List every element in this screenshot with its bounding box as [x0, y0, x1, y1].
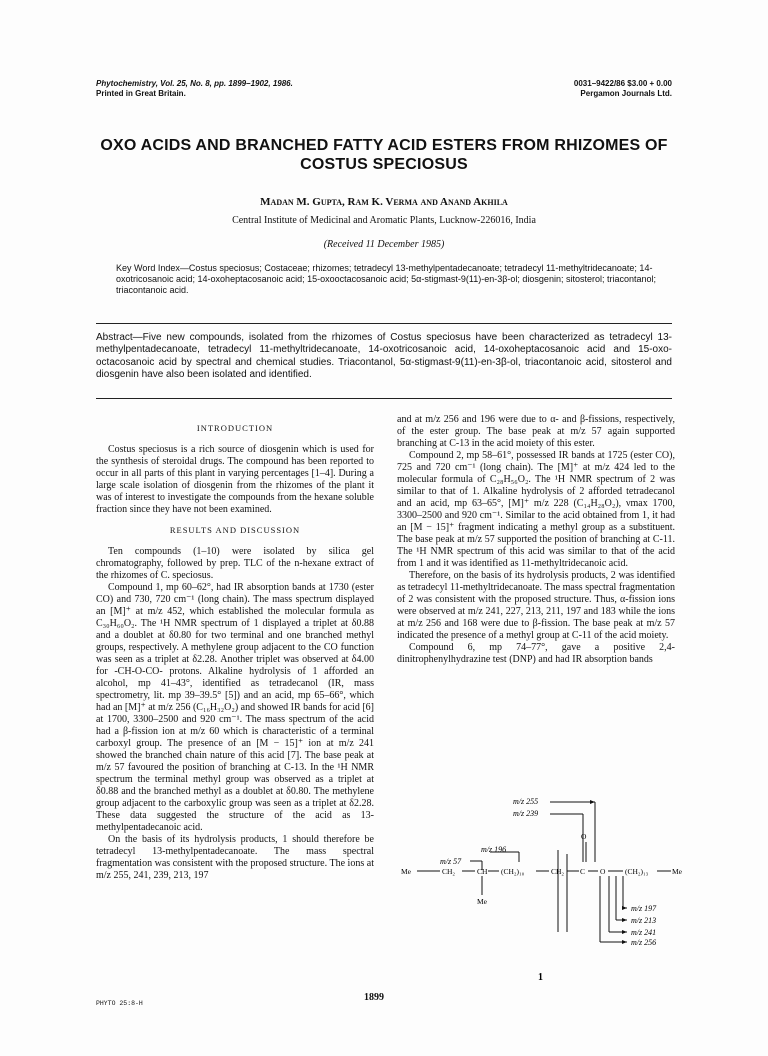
abstract: Abstract—Five new compounds, isolated from the rhizomes of Costus speciosus have been characterized as tetradecyl 13-methylpentadecanoate, tetradecyl 11-methyltridecanoate, 14-oxotricosanoic acid, 14-oxoheptacosanoic acid and 15-oxo-octacosanoic acid by spectral and chemical studies. Triacontanol, 5α-stigmast-9(11)-en-3β-ol, triacontanoic acid, sitosterol and diosgenin have also been isolated and identified. — [96, 332, 672, 381]
fragmentation-scheme — [395, 792, 687, 992]
right-paragraph-4: Compound 6, mp 74–77°, gave a positive 2,4-dinitrophenylhydrazine test (DNP) and had IR absorption bands — [397, 642, 675, 665]
results-paragraph-2: Compound 1, mp 60–62°, had IR absorption bands at 1730 (ester CO) and 730, 720 cm⁻¹ (long chain). The mass spectrum displayed an [M]⁺ at m/z 452, which established the molecular formula as C₃₀H₆₀O₂. The ¹H NMR spectrum of 1 displayed a triplet at δ0.88 and a doublet at δ0.80 for two terminal and one branched methyl groups, respectively. A methylene group adjacent to the CO function was seen as a triplet at δ2.28. Another triplet was observed at δ4.00 for -CH-O-CO- protons. Alkaline hydrolysis of 1 afforded an alcohol, mp 41–43°, identified as tetradecanol (IR, mass spectrometry, lit. mp 39–39.5° [5]) and an acid, mp 65–66°, which had an [M]⁺ at m/z 256 (C₁₆H₃₂O₂) and showed IR bands for acid [6] at 1700, 3300–2500 and 920 cm⁻¹. The mass spectrum of the acid had a β-fission ion at m/z 60 which is characteristic of a terminal carboxyl group. The presence of an [M − 15]⁺ ion at m/z 241 showed the branched chain nature of this acid [7]. The base peak at m/z 57 favoured the position of branching at C-13. In the ¹H NMR spectrum the terminal methyl group was observed as a triplet at δ0.88 and the branched methyl as a doublet at δ0.80. The methylene group adjacent to the carboxylic group was seen as a triplet at δ2.28. These data suggested the structure of the acid as 13-methylpentadecanoic acid. — [96, 582, 374, 833]
carbonyl-oxygen: O — [581, 832, 587, 841]
journal-citation — [96, 79, 293, 99]
chain-c: C — [580, 867, 586, 876]
chain-me-right: Me — [672, 867, 682, 876]
right-column — [397, 414, 675, 666]
left-column — [96, 414, 374, 882]
right-paragraph-2: Compound 2, mp 58–61°, possessed IR bands at 1725 (ester CO), 725 and 720 cm⁻¹ (long chain). The [M]⁺ at m/z 424 led to the molecular formula of C₂₈H₅₆O₂. The ¹H NMR spectrum of 2 was similar to that of 1. Alkaline hydrolysis of 2 afforded tetradecanol and an acid, mp 63–65°, [M]⁺ m/z 228 (C₁₄H₂₈O₂), νmax 1700, 3300–2500 and 920 cm⁻¹. Similar to the acid obtained from 1, it had an [M − 15]⁺ fragment indicating a methyl group as a substituent. The base peak at m/z 57 supported the position of branching at C-11. The ¹H NMR spectrum of this acid was similar to that of the acid from 1 and it was identified as 11-methyltridecanoic acid. — [397, 450, 675, 569]
printed-line: Printed in Great Britain. — [96, 89, 186, 98]
journal-line: Phytochemistry, Vol. 25, No. 8, pp. 1899–1902, 1986. — [96, 79, 293, 88]
chain-ch2-2: CH₂ — [551, 867, 565, 876]
mz-256-label: m/z 256 — [631, 938, 657, 947]
keyword-index: Key Word Index—Costus speciosus; Costaceae; rhizomes; tetradecyl 13-methylpentadecanoate; tetradecyl 11-methyltridecanoate; 14-oxotricosanoic acid; 14-oxoheptacosanoic acid; 15-oxooctacosanoic acid; 5α-stigmast-9(11)-en-3β-ol; diosgenin; sitosterol; triacontanol; triacontanoic acid. — [116, 263, 656, 295]
divider-top — [96, 323, 672, 324]
branch-methyl: Me — [477, 897, 487, 906]
publisher-info — [574, 79, 672, 99]
affiliation: Central Institute of Medicinal and Aromatic Plants, Lucknow-226016, India — [232, 215, 536, 226]
footer-code: PHYTO 25:8-H — [96, 1000, 143, 1007]
chain-ch2-10: (CH₂)₁₀ — [501, 867, 525, 876]
fragmentation-diagram — [395, 792, 687, 992]
right-paragraph-3: Therefore, on the basis of its hydrolysis products, 2 was identified as tetradecyl 11-methyltridecanoate. The mass spectral fragmentation of 2 was consistent with the proposed structure. Thus, α-fission ions were observed at m/z 241, 227, 213, 211, 197 and 183 while the ions at m/z 256 and 168 were due to β-fission. The base peak at m/z 57 indicated the presence of a methyl group at C-11 of the acid moiety. — [397, 570, 675, 641]
mz-197-label: m/z 197 — [631, 904, 657, 913]
right-paragraph-1: and at m/z 256 and 196 were due to α- and β-fissions, respectively, of the ester group. The base peak at m/z 57 again supported branching at C-13 in the acid moiety of this ester. — [397, 414, 675, 449]
results-paragraph-1: Ten compounds (1–10) were isolated by silica gel chromatography, followed by prep. TLC of the n-hexane extract of the rhizomes of C. speciosus. — [96, 546, 374, 581]
results-paragraph-3: On the basis of its hydrolysis products, 1 should therefore be tetradecyl 13-methylpentadecanoate. The mass spectral fragmentation was consistent with the proposed structure. The ions at m/z 255, 241, 239, 213, 197 — [96, 834, 374, 881]
chain-o-ester: O — [600, 867, 606, 876]
mz-57-label: m/z 57 — [440, 857, 462, 866]
chain-ch2-1: CH₂ — [442, 867, 456, 876]
divider-bottom — [96, 398, 672, 399]
results-heading: RESULTS AND DISCUSSION — [169, 525, 301, 535]
publisher-line: Pergamon Journals Ltd. — [580, 89, 672, 98]
author-list: Madan M. Gupta, Ram K. Verma and Anand Akhila — [260, 196, 508, 208]
issn-line: 0031–9422/86 $3.00 + 0.00 — [573, 79, 672, 88]
mz-196-label: m/z 196 — [481, 845, 507, 854]
compound-number: 1 — [538, 972, 543, 983]
mz-241-label: m/z 241 — [631, 928, 657, 937]
intro-heading: INTRODUCTION — [196, 423, 274, 433]
mz-239-label: m/z 239 — [513, 809, 539, 818]
article-title: OXO ACIDS AND BRANCHED FATTY ACID ESTERS FROM RHIZOMES OF COSTUS SPECIOSUS — [100, 137, 668, 173]
chain-ch: CH — [477, 867, 488, 876]
page-number: 1899 — [364, 992, 384, 1003]
mz-255-label: m/z 255 — [513, 797, 539, 806]
mz-213-label: m/z 213 — [631, 916, 657, 925]
intro-paragraph: Costus speciosus is a rich source of diosgenin which is used for the synthesis of steroidal drugs. The compound has been reported to occur in all parts of this plant in varying percentages [1–4]. During a large scale isolation of diosgenin from the rhizomes of the plant it was of interest to investigate the compounds from the hexane soluble fraction since they have not been examined. — [96, 444, 374, 515]
chain-ch2-13: (CH₂)₁₃ — [625, 867, 649, 876]
received-date: (Received 11 December 1985) — [323, 239, 445, 250]
chain-me-left: Me — [401, 867, 411, 876]
